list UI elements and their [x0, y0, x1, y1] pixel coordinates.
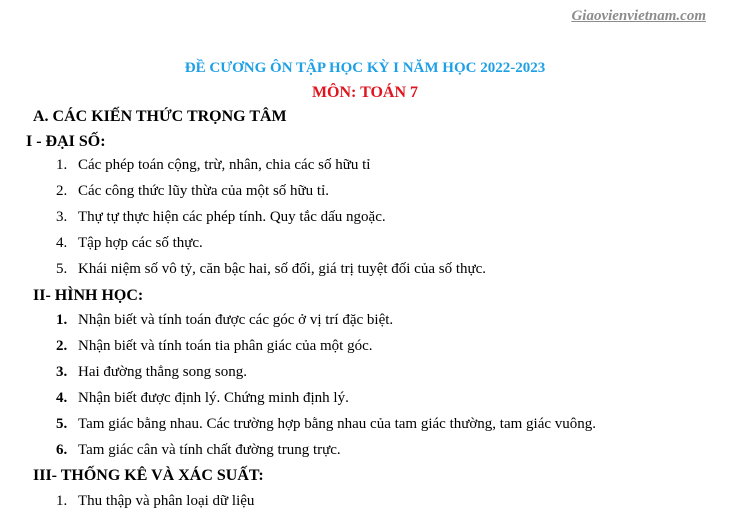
list-item: [56, 261, 486, 278]
item-text: Hai đường thẳng song song.: [78, 364, 247, 380]
item-text: Thự tự thực hiện các phép tính. Quy tắc dấu ngoặc.: [78, 209, 386, 225]
subject-title: MÔN: TOÁN 7: [311, 84, 419, 101]
watermark: Giaovienvietnam.com: [571, 8, 706, 24]
item-number: 2.: [56, 183, 68, 199]
list-item: [56, 312, 393, 329]
item-number: 1.: [56, 493, 68, 509]
item-text: Khái niệm số vô tỷ, căn bậc hai, số đối, giá trị tuyệt đối của số thực.: [78, 261, 487, 277]
list-item: [56, 390, 349, 407]
list-item: [56, 493, 254, 510]
item-number: 2.: [56, 338, 68, 354]
item-text: Thu thập và phân loại dữ liệu: [78, 493, 255, 509]
item-number: 3.: [56, 364, 68, 380]
section-a-heading: A. CÁC KIẾN THỨC TRỌNG TÂM: [33, 108, 287, 125]
item-number: 1.: [56, 157, 68, 173]
item-text: Tam giác cân và tính chất đường trung trực.: [78, 442, 341, 458]
list-item: [56, 209, 386, 226]
item-text: Nhận biết được định lý. Chứng minh định lý.: [78, 390, 349, 406]
item-number: 4.: [56, 235, 68, 251]
item-number: 5.: [56, 416, 68, 432]
list-item: [56, 416, 596, 433]
list-item: [56, 157, 370, 174]
item-text: Nhận biết và tính toán được các góc ở vị trí đặc biệt.: [78, 312, 394, 328]
list-item: [56, 364, 247, 381]
item-text: Nhận biết và tính toán tia phân giác của một góc.: [78, 338, 373, 354]
item-number: 4.: [56, 390, 68, 406]
list-item: [56, 442, 341, 459]
item-number: 1.: [56, 312, 68, 328]
item-number: 3.: [56, 209, 68, 225]
part1-heading: I - ĐẠI SỐ:: [26, 133, 106, 150]
item-text: Tam giác bằng nhau. Các trường hợp bằng nhau của tam giác thường, tam giác vuông.: [78, 416, 597, 432]
list-item: [56, 235, 203, 252]
list-item: [56, 183, 329, 200]
item-text: Các phép toán cộng, trừ, nhân, chia các số hữu tỉ: [78, 157, 371, 173]
item-number: 6.: [56, 442, 68, 458]
item-text: Các công thức lũy thừa của một số hữu tỉ.: [78, 183, 330, 199]
item-text: Tập hợp các số thực.: [78, 235, 203, 251]
part3-heading: III- THỐNG KÊ VÀ XÁC SUẤT:: [33, 467, 264, 484]
list-item: [56, 338, 373, 355]
part2-heading: II- HÌNH HỌC:: [33, 287, 144, 304]
document-title: ĐỀ CƯƠNG ÔN TẬP HỌC KỲ I NĂM HỌC 2022-2023: [184, 60, 546, 76]
item-number: 5.: [56, 261, 68, 277]
